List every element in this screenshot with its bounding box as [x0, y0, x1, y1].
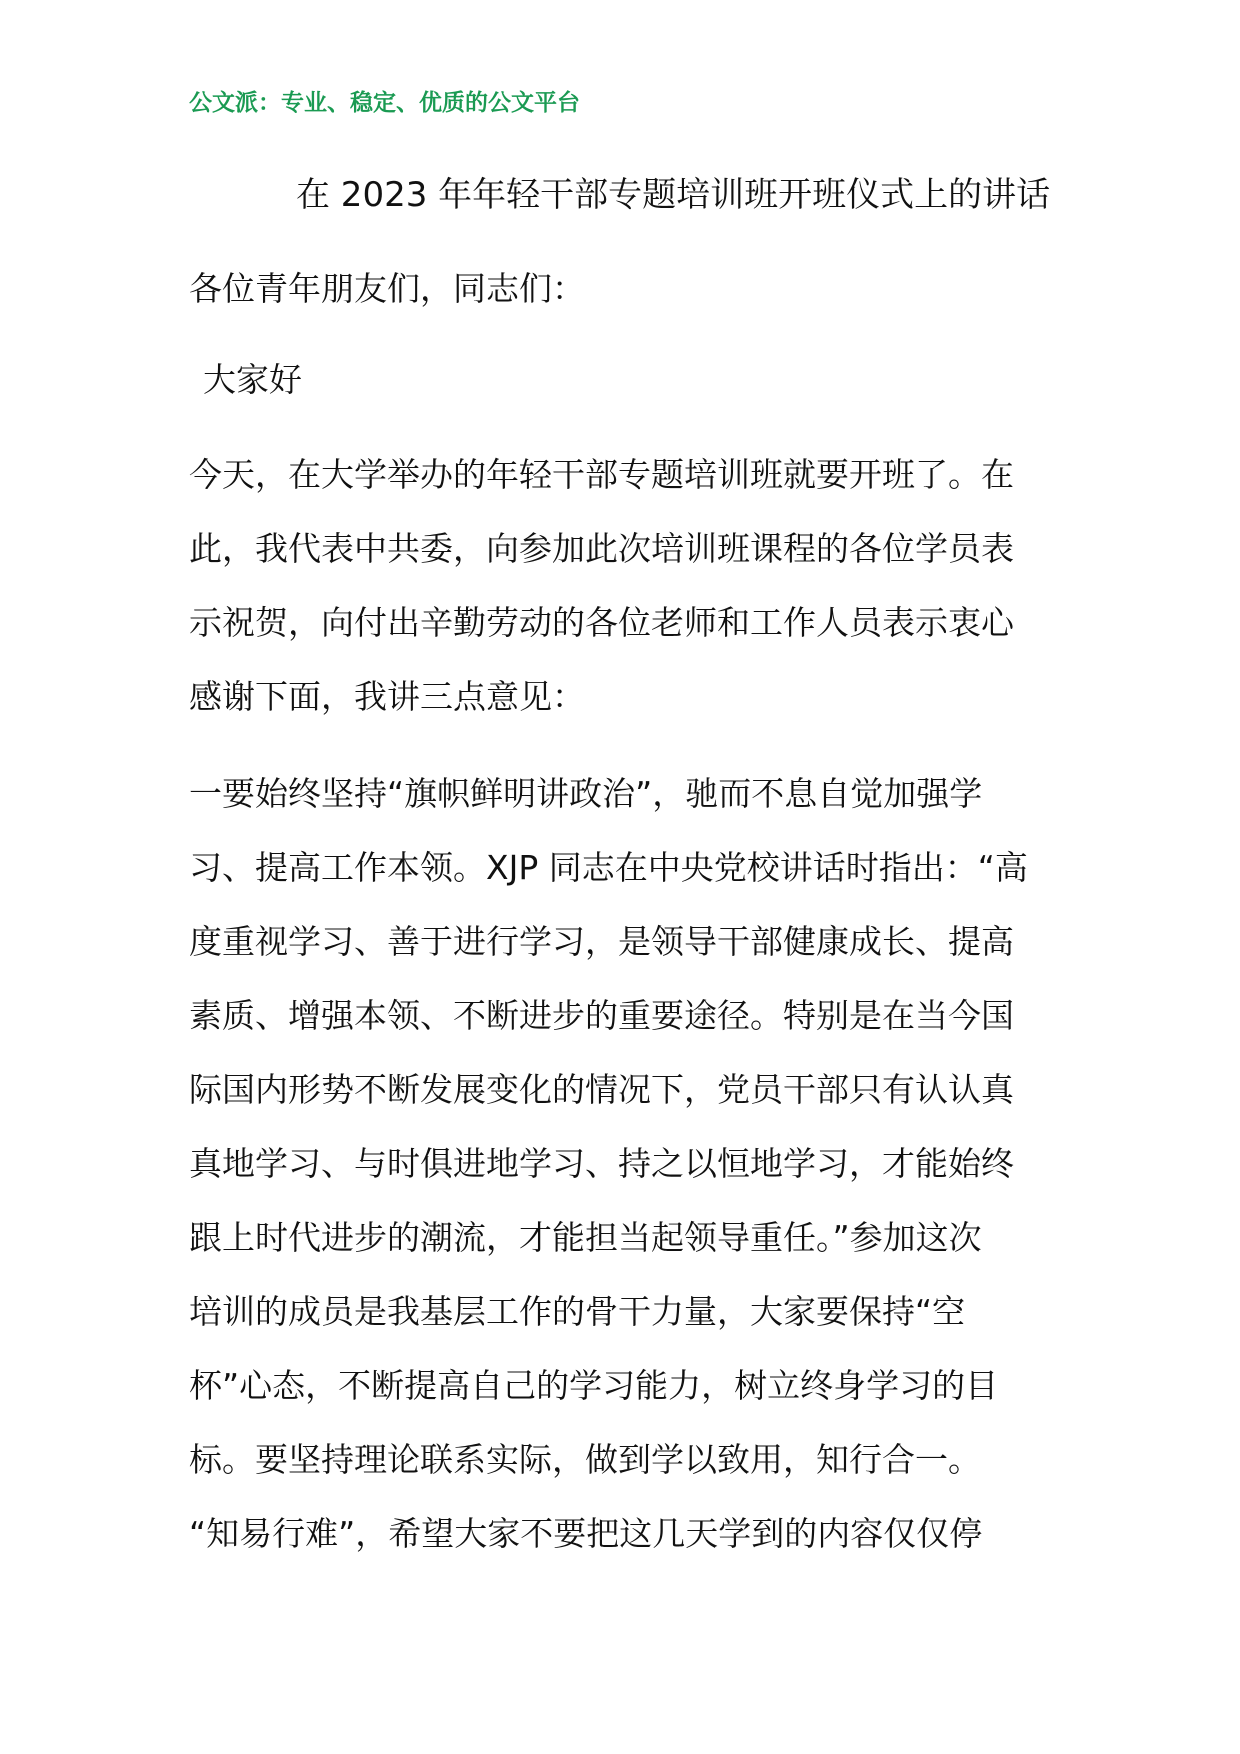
text-line: 培训的成员是我基层工作的骨干力量，大家要保持“空 [189, 1292, 966, 1331]
text-line: 示祝贺，向付出辛勤劳动的各位老师和工作人员表示衷心 [189, 603, 1014, 642]
text-line: 习、提高工作本领。XJP 同志在中央党校讲话时指出：“高 [189, 848, 1028, 887]
text-line: 际国内形势不断发展变化的情况下，党员干部只有认认真 [189, 1070, 1014, 1109]
text-line: 跟上时代进步的潮流，才能担当起领导重任。”参加这次 [189, 1218, 982, 1257]
text-line: 杯”心态，不断提高自己的学习能力，树立终身学习的目 [189, 1366, 999, 1405]
paragraph-point-one [189, 757, 1053, 1571]
greeting: 大家好 [203, 360, 302, 399]
paragraph-opening [189, 438, 1053, 734]
text-line: 此，我代表中共委，向参加此次培训班课程的各位学员表 [189, 529, 1014, 568]
text-line: “知易行难”，希望大家不要把这几天学到的内容仅仅停 [189, 1514, 983, 1553]
text-line: 度重视学习、善于进行学习，是领导干部健康成长、提高 [189, 922, 1014, 961]
text-line: 素质、增强本领、不断进步的重要途径。特别是在当今国 [189, 996, 1014, 1035]
text-line: 标。要坚持理论联系实际，做到学以致用，知行合一。 [189, 1440, 981, 1479]
speech-title: 在 2023 年年轻干部专题培训班开班仪式上的讲话 [296, 175, 1051, 215]
text-line: 一要始终坚持“旗帜鲜明讲政治”，驰而不息自觉加强学 [189, 774, 983, 813]
text-line: 真地学习、与时俱进地学习、持之以恒地学习，才能始终 [189, 1144, 1014, 1183]
salutation: 各位青年朋友们，同志们： [189, 269, 585, 308]
text-line: 感谢下面，我讲三点意见： [189, 677, 585, 716]
text-line: 今天，在大学举办的年轻干部专题培训班就要开班了。在 [189, 455, 1014, 494]
platform-header: 公文派：专业、稳定、优质的公文平台 [189, 89, 580, 116]
